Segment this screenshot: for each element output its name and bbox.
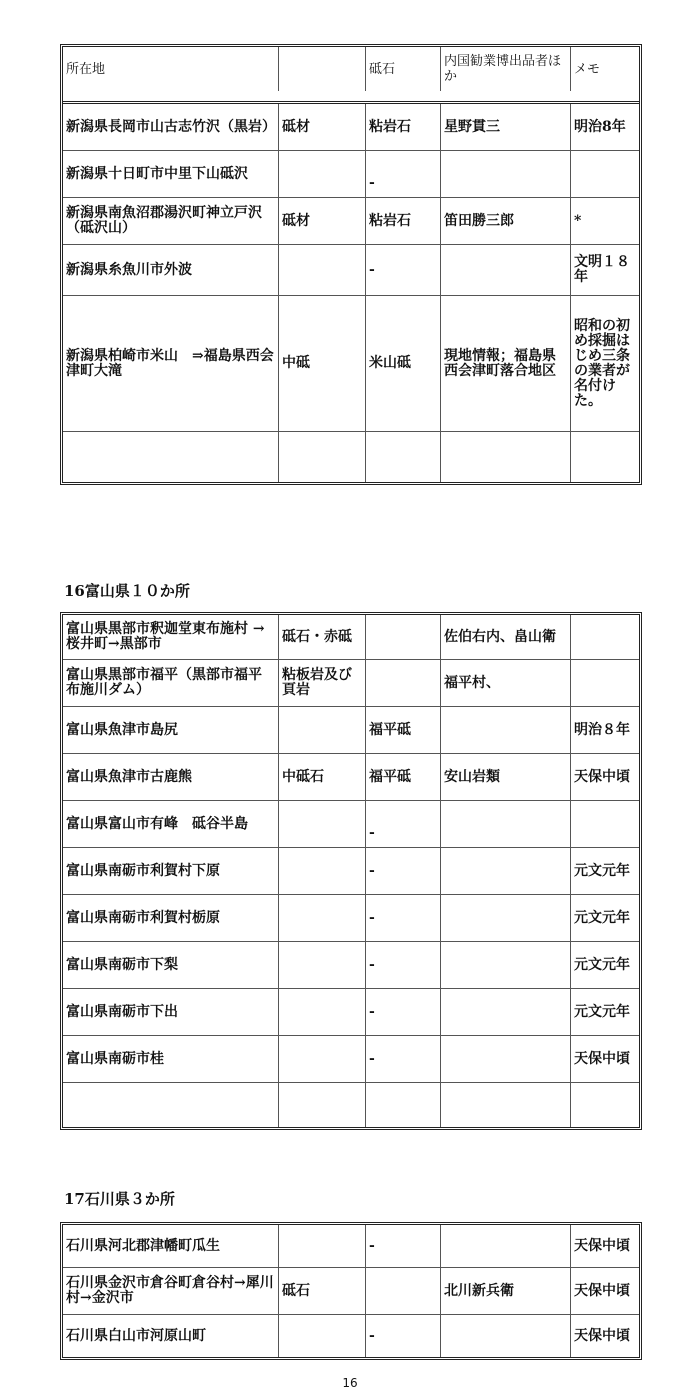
- cell-exhibitor: [440, 801, 570, 847]
- header-cell-location: 所在地: [66, 61, 106, 77]
- cell-stone: [365, 615, 440, 659]
- cell-exhibitor: [440, 942, 570, 988]
- cell-material: 砥石: [278, 1268, 365, 1314]
- cell-location: 富山県南砺市利賀村下原: [66, 862, 220, 879]
- table-row: [63, 104, 639, 150]
- cell-material: [278, 1083, 365, 1127]
- cell-location: 富山県魚津市島尻: [66, 721, 178, 738]
- cell-stone: 福平砥: [365, 707, 440, 753]
- cell-stone: -: [365, 801, 440, 847]
- cell-memo: 天保中頃: [570, 754, 639, 800]
- cell-exhibitor: [440, 848, 570, 894]
- table-row: [63, 1267, 639, 1314]
- cell-stone: -: [365, 989, 440, 1035]
- cell-material: [278, 895, 365, 941]
- cell-material: [278, 989, 365, 1035]
- cell-stone: [365, 1268, 440, 1314]
- cell-material: [278, 151, 365, 197]
- ishikawa-table: [60, 1222, 642, 1360]
- table-row: [63, 847, 639, 894]
- table-row: [63, 615, 639, 659]
- cell-location: 新潟県長岡市山古志竹沢（黒岩）: [66, 118, 276, 135]
- cell-exhibitor: [440, 1036, 570, 1082]
- table-row: [63, 150, 639, 197]
- header-cell-exhibitor: 内国勧業博出品者ほか: [440, 47, 570, 91]
- cell-stone: -: [365, 1225, 440, 1267]
- cell-stone: -: [365, 942, 440, 988]
- niigata-table: [60, 44, 642, 485]
- cell-exhibitor: [440, 989, 570, 1035]
- cell-memo: 元文元年: [570, 989, 639, 1035]
- cell-stone: -: [365, 1315, 440, 1357]
- cell-stone: [365, 660, 440, 706]
- cell-memo: 天保中頃: [570, 1315, 639, 1357]
- cell-memo: [570, 801, 639, 847]
- cell-material: 砥材: [278, 104, 365, 150]
- cell-exhibitor: 星野貫三: [440, 104, 570, 150]
- cell-exhibitor: 佐伯右内、畠山衛: [440, 615, 570, 659]
- page-number: 16: [342, 1376, 358, 1390]
- cell-location: 石川県金沢市倉谷町倉谷村→犀川村→金沢市: [66, 1275, 274, 1306]
- cell-exhibitor: 安山岩類: [440, 754, 570, 800]
- table-row: [63, 941, 639, 988]
- table-row: [63, 1035, 639, 1082]
- header-cell-blank: [278, 47, 365, 91]
- cell-memo: 文明１８年: [570, 245, 639, 295]
- cell-location: 富山県南砺市下出: [66, 1003, 178, 1020]
- cell-material: [278, 942, 365, 988]
- cell-exhibitor: 現地情報；福島県西会津町落合地区: [440, 296, 570, 431]
- cell-memo: 元文元年: [570, 895, 639, 941]
- cell-stone: -: [365, 151, 440, 197]
- cell-material: 中砥: [278, 296, 365, 431]
- cell-memo: 天保中頃: [570, 1268, 639, 1314]
- cell-memo: *: [570, 198, 639, 244]
- cell-memo: [570, 615, 639, 659]
- cell-material: 中砥石: [278, 754, 365, 800]
- table-row: [63, 1314, 639, 1357]
- cell-material: [278, 1315, 365, 1357]
- cell-memo: 天保中頃: [570, 1036, 639, 1082]
- table-row: [63, 894, 639, 941]
- cell-exhibitor: 福平村、: [440, 660, 570, 706]
- table-row: [63, 295, 639, 431]
- cell-location: 富山県南砺市桂: [66, 1050, 164, 1067]
- cell-material: [278, 1225, 365, 1267]
- cell-exhibitor: [440, 432, 570, 482]
- header-cell-memo: メモ: [570, 47, 639, 91]
- table-row: [63, 244, 639, 295]
- table-row: [63, 1225, 639, 1267]
- header-cell-whetstone: 砥石: [365, 47, 440, 91]
- table-row: [63, 1082, 639, 1127]
- cell-location: [63, 1083, 278, 1127]
- table-row: [63, 197, 639, 244]
- cell-material: [278, 848, 365, 894]
- cell-stone: -: [365, 245, 440, 295]
- cell-location: 石川県白山市河原山町: [66, 1327, 206, 1344]
- cell-exhibitor: [440, 895, 570, 941]
- cell-stone: -: [365, 848, 440, 894]
- cell-location: 新潟県南魚沼郡湯沢町神立戸沢（砥沢山）: [66, 205, 262, 236]
- cell-location: 富山県黒部市釈迦堂東布施村 → 桜井町→黒部市: [66, 621, 270, 652]
- cell-exhibitor: [440, 245, 570, 295]
- cell-exhibitor: [440, 151, 570, 197]
- cell-location: 富山県黒部市福平（黒部市福平布施川ダム）: [66, 667, 262, 698]
- cell-exhibitor: [440, 1315, 570, 1357]
- cell-memo: 明治８年: [570, 707, 639, 753]
- cell-memo: 元文元年: [570, 942, 639, 988]
- cell-stone: 粘岩石: [365, 104, 440, 150]
- table-row: [63, 988, 639, 1035]
- cell-material: [278, 432, 365, 482]
- cell-location: 新潟県十日町市中里下山砥沢: [66, 165, 248, 182]
- cell-memo: 昭和の初め採掘はじめ三条の業者が名付けた。: [570, 296, 639, 431]
- table-header-row: [63, 47, 639, 91]
- cell-material: [278, 1036, 365, 1082]
- cell-exhibitor: 笛田勝三郎: [440, 198, 570, 244]
- cell-exhibitor: [440, 1225, 570, 1267]
- cell-exhibitor: 北川新兵衛: [440, 1268, 570, 1314]
- cell-exhibitor: [440, 707, 570, 753]
- cell-material: [278, 245, 365, 295]
- cell-stone: [365, 1083, 440, 1127]
- table-row: [63, 431, 639, 482]
- cell-memo: 元文元年: [570, 848, 639, 894]
- cell-memo: [570, 660, 639, 706]
- cell-memo: [570, 151, 639, 197]
- cell-stone: -: [365, 1036, 440, 1082]
- cell-material: 砥石・赤砥: [278, 615, 365, 659]
- cell-location: 石川県河北郡津幡町瓜生: [66, 1237, 220, 1254]
- table-row: [63, 753, 639, 800]
- cell-exhibitor: [440, 1083, 570, 1127]
- cell-location: 富山県南砺市利賀村栃原: [66, 909, 220, 926]
- section-title-toyama: 16富山県１０か所: [64, 582, 190, 600]
- table-row: [63, 706, 639, 753]
- cell-stone: 粘岩石: [365, 198, 440, 244]
- cell-location: [63, 432, 278, 482]
- cell-memo: [570, 432, 639, 482]
- table-row: [63, 659, 639, 706]
- cell-location: 富山県富山市有峰 砥谷半島: [66, 815, 248, 832]
- toyama-table: [60, 612, 642, 1130]
- cell-location: 富山県南砺市下梨: [66, 956, 178, 973]
- cell-location: 新潟県糸魚川市外波: [66, 261, 192, 278]
- cell-stone: 福平砥: [365, 754, 440, 800]
- cell-material: [278, 707, 365, 753]
- table-row: [63, 800, 639, 847]
- cell-stone: -: [365, 895, 440, 941]
- cell-stone: [365, 432, 440, 482]
- cell-stone: 米山砥: [365, 296, 440, 431]
- cell-material: 砥材: [278, 198, 365, 244]
- cell-material: 粘板岩及び頁岩: [278, 660, 365, 706]
- cell-material: [278, 801, 365, 847]
- cell-location: 新潟県柏崎市米山 ⇒福島県西会津町大滝: [66, 347, 274, 379]
- cell-memo: 天保中頃: [570, 1225, 639, 1267]
- cell-location: 富山県魚津市古鹿熊: [66, 768, 192, 785]
- cell-memo: [570, 1083, 639, 1127]
- cell-memo: 明治8年: [570, 104, 639, 150]
- section-title-ishikawa: 17石川県３か所: [64, 1190, 175, 1208]
